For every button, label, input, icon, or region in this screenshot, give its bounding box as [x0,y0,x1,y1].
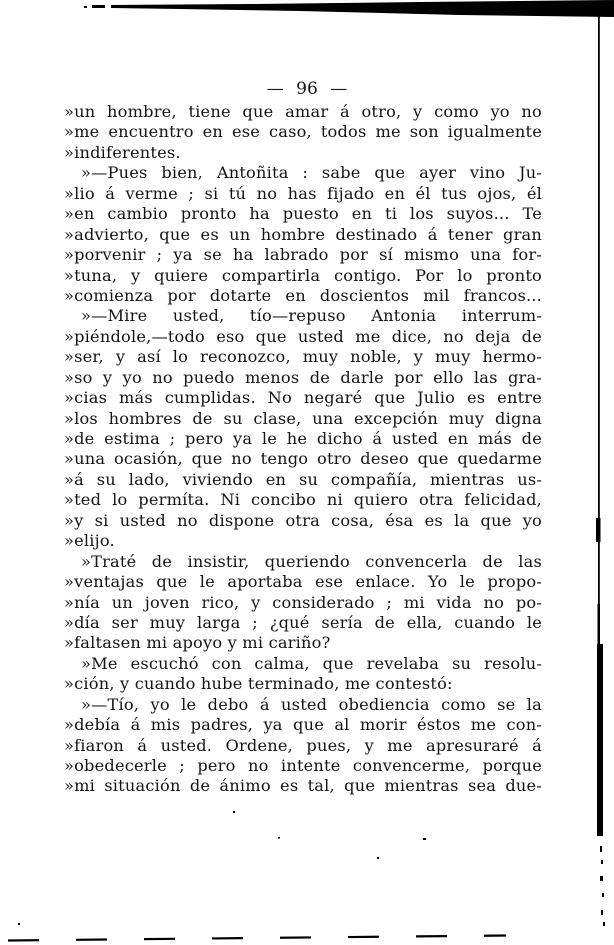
text-line: »faltasen mi apoyo y mi cariño? [64,633,331,653]
text-line: »so y yo no puedo menos de darle por ello las gra- [64,367,542,387]
page-text [64,102,542,797]
text-line: »á su lado, viviendo en su compañía, mientras us- [64,469,542,489]
text-line: »indiferentes. [64,142,181,162]
text-line: »—Pues bien, Antoñita : sabe que ayer vino Ju- [81,163,542,183]
text-line: »de estima ; pero ya le he dicho á usted en más de [64,429,542,448]
text-line: »fiaron á usted. Ordene, pues, y me apresuraré á [64,735,542,755]
text-line: »los hombres de su clase, una excepción muy digna [64,408,542,428]
text-line: »lio á verme ; si tú no has fijado en él tus ojos, él [64,183,542,203]
text-line: »comienza por dotarte en doscientos mil francos... [64,285,542,305]
text-line: »piéndole,—todo eso que usted me dice, no deja de [64,326,542,346]
text-line: »obedecerle ; pero no intente convencerme, porque [64,756,542,775]
text-line: »advierto, que es un hombre destinado á tener gran [64,224,542,244]
text-line: »—Mire usted, tío—repuso Antonia interrum- [81,306,542,326]
text-line: »elijo. [64,531,115,551]
text-line: »tuna, y quiere compartirla contigo. Por lo pronto [64,265,542,285]
text-line: »cias más cumplidas. No negaré que Julio es entre [64,388,542,408]
text-line: »mi situación de ánimo es tal, que mientras sea due- [64,776,542,796]
text-line: »una ocasión, que no tengo otro deseo que quedarme [64,449,542,469]
text-line: »ser, y así lo reconozco, muy noble, y muy hermo- [64,347,542,367]
text-line: »nía un joven rico, y considerado ; mi vida no po- [64,592,542,612]
text-line: »ventajas que le aportaba ese enlace. Yo le propo- [64,572,542,592]
text-line: »debía á mis padres, ya que al morir éstos me con- [64,715,542,735]
scan-artifact-top-edge [84,0,614,17]
scan-artifact-right-edge [596,13,605,926]
scan-artifact-bottom-edge [8,936,506,941]
text-line: »me encuentro en ese caso, todos me son igualmente [64,122,542,142]
text-line: »—Tío, yo le debo á usted obediencia como se la [81,694,542,714]
text-line: »y si usted no dispone otra cosa, ésa es la que yo [64,510,542,530]
text-line: »porvenir ; ya se ha labrado por sí mismo una for- [64,245,542,265]
text-line: »un hombre, tiene que amar á otro, y como yo no [64,102,542,121]
text-line: »Traté de insistir, queriendo convencerla de las [81,551,542,571]
scan-specks [18,811,426,925]
text-line: »día ser muy larga ; ¿qué sería de ella, cuando le [64,612,542,632]
text-line: »ción, y cuando hube terminado, me contestó: [64,674,453,694]
text-line: »Me escuchó con calma, que revelaba su resolu- [81,653,542,673]
text-line: »ted lo permíta. Ni concibo ni quiero otra felicidad, [64,490,542,510]
text-line: »en cambio pronto ha puesto en ti los suyos... Te [64,204,542,224]
page-number: — 96 — [266,79,348,99]
